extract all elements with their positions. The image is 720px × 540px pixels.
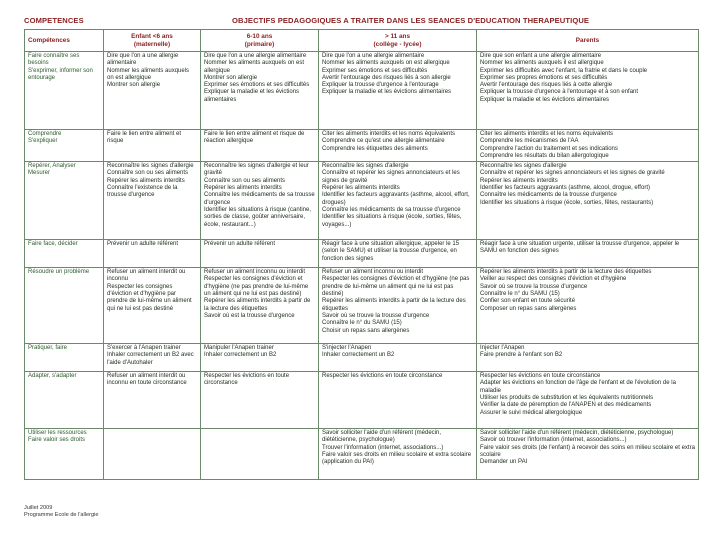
objective-cell: Respecter les évictions en toute circonstance — [319, 372, 477, 429]
competences-heading: COMPETENCES — [24, 16, 84, 25]
objective-cell: Injecter l'Anapen Faire prendre à l'enfant son B2 — [477, 344, 699, 372]
objective-cell: Citer les aliments interdits et les noms équivalents Comprendre les mécanismes de l'AA Comprendre l'action du traitement et ses indications Comprendre les résultats du bilan allergologique — [477, 130, 699, 162]
objective-cell: Réagir face à une situation urgente, utiliser la trousse d'urgence, appeler le SAMU en fonction des signes — [477, 240, 699, 268]
objective-cell: Prévenir un adulte référent — [201, 240, 319, 268]
objective-cell: Refuser un aliment interdit ou inconnu Respecter les consignes d'éviction et d'hygiène par prendre de lui-même un aliment qui ne lui est pas destiné — [104, 268, 201, 344]
table-row-face-decide — [25, 240, 699, 268]
objective-cell: Repérer les aliments interdits à partir de la lecture des étiquettes Veiller au respect des consignes d'éviction et d'hygiène Savoir où se trouve la trousse d'urgence Connaître le n° du SAMU (15) Confier son enfant en toute sécurité Composer un repas sans allergènes — [477, 268, 699, 344]
competence-cell: Résoudre un problème — [25, 268, 104, 344]
objective-cell: Refuser un aliment inconnu ou interdit Respecter les consignes d'éviction et d'hygiène (ne pas prendre de lui-même un aliment qui ne lui est pas destiné) Repérer les aliments interdits à partir de la lecture des étiquettes Savoir où est la trousse d'urgence — [201, 268, 319, 344]
competence-cell: Faire connaître ses besoins S'exprimer, informer son entourage — [25, 52, 104, 130]
competence-cell: Faire face, décider — [25, 240, 104, 268]
competence-cell: Adapter, s'adapter — [25, 372, 104, 429]
objective-cell: Réagir face à une situation allergique, appeler le 15 (selon le SAMU) et utiliser la trousse d'urgence, en fonction des signes — [319, 240, 477, 268]
objective-cell: Dire que son enfant a une allergie alimentaire Nommer les aliments auxquels il est allergique Exprimer les difficultés avec l'enfant, la fratrie et dans le couple Exprimer ses propres émotions et ses difficultés Avertir l'entourage des risques liés à cette allergie Expliquer la trousse d'urgence à l'entourage et à son enfant Expliquer la maladie et les évictions alimentaires — [477, 52, 699, 130]
objective-cell — [104, 429, 201, 480]
objective-cell: Faire le lien entre aliment et risque — [104, 130, 201, 162]
col-header-under-6: Enfant <6 ans (maternelle) — [104, 30, 201, 52]
footer-note: Juillet 2009 Programme Ecole de l'allergie — [24, 505, 99, 518]
objective-cell: Prévenir un adulte référent — [104, 240, 201, 268]
table-row-use-resources — [25, 429, 699, 480]
objective-cell: Refuser un aliment interdit ou inconnu en toute circonstance — [104, 372, 201, 429]
objective-cell: Manipuler l'Anapen trainer Inhaler correctement un B2 — [201, 344, 319, 372]
education-objectives-table — [24, 29, 699, 480]
competence-cell: Utiliser les ressources Faire valoir ses droits — [25, 429, 104, 480]
objective-cell: Reconnaître les signes d'allergie et leur gravité Connaître son ou ses aliments Repérer les aliments interdits Connaître les médicaments de sa trousse d'urgence Identifier les situations à risque (cantine, sorties de classe, goûter anniversaire, école, restaurant...) — [201, 162, 319, 240]
objective-cell: Savoir solliciter l'aide d'un référent (médecin, diététicienne, psychologue) Savoir où trouver l'information (internet, associations...) Faire valoir ses droits (de l'enfant) à recevoir des soins en milieu scolaire et extra scolaire Demander un PAI — [477, 429, 699, 480]
table-row-solve-problem — [25, 268, 699, 344]
objective-cell: Savoir solliciter l'aide d'un référent (médecin, diététicienne, psychologue) Trouver l'information (internet, associations...) Faire valoir ses droits en milieu scolaire et extra scolaire (application du PAI) — [319, 429, 477, 480]
col-header-parents: Parents — [477, 30, 699, 52]
table-row-express-needs — [25, 52, 699, 130]
objective-cell: Reconnaître les signes d'allergie Connaître et repérer les signes annonciateurs et les signes de gravité Repérer les aliments interdits Identifier les facteurs aggravants (asthme, alcool, drogue, effort) Connaître les médicaments de la trousse d'urgence Identifier les situations à risque (école, sorties, fêtes, restaurants) — [477, 162, 699, 240]
objectives-heading: OBJECTIFS PEDAGOGIQUES A TRAITER DANS LES SEANCES D'EDUCATION THERAPEUTIQUE — [232, 16, 590, 25]
competence-cell: Comprendre S'expliquer — [25, 130, 104, 162]
competence-cell: Pratiquer, faire — [25, 344, 104, 372]
table-row-practice — [25, 344, 699, 372]
col-header-over-11: > 11 ans (collège - lycée) — [319, 30, 477, 52]
competence-cell: Repérer, Analyser Mesurer — [25, 162, 104, 240]
objective-cell: Reconnaître les signes d'allergie Connaître et repérer les signes annonciateurs et les signes de gravité Repérer les aliments interdits Identifier les facteurs aggravants (asthme, alcool, effort, drogues) Connaître les médicaments de sa trousse d'urgence Identifier les situations à risque (école, sorties, fêtes, voyages...) — [319, 162, 477, 240]
objective-cell: Citer les aliments interdits et les noms équivalents Comprendre ce qu'est une allergie alimentaire Comprendre les étiquettes des aliments — [319, 130, 477, 162]
objective-cell: Dire que l'on a une allergie alimentaire Nommer les aliments auxquels on est allergique Exprimer ses émotions et ses difficultés Avertir l'entourage des risques liés à son allergie Expliquer la trousse d'urgence à l'entourage Expliquer la maladie et les évictions alimentaires — [319, 52, 477, 130]
table-row-identify-analyze — [25, 162, 699, 240]
objective-cell — [201, 429, 319, 480]
objective-cell: Refuser un aliment inconnu ou interdit Respecter les consignes d'éviction et d'hygiène (ne pas prendre de lui-même un aliment qui ne lui est pas destiné) Repérer les aliments interdits à partir de la lecture des étiquettes Savoir où se trouve la trousse d'urgence Connaître le n° du SAMU (15) Choisir un repas sans allergènes — [319, 268, 477, 344]
col-header-6-10: 6-10 ans (primaire) — [201, 30, 319, 52]
table-row-adapt — [25, 372, 699, 429]
objective-cell: S'exercer à l'Anapen trainer Inhaler correctement un B2 avec l'aide d'Autohaler — [104, 344, 201, 372]
objective-cell: Respecter les évictions en toute circonstance — [201, 372, 319, 429]
objective-cell: Faire le lien entre aliment et risque de réaction allergique — [201, 130, 319, 162]
col-header-competences: Compétences — [25, 30, 104, 52]
table-header-row — [25, 30, 699, 52]
table-row-understand — [25, 130, 699, 162]
objective-cell: Dire que l'on a une allergie alimentaire Nommer les aliments auxquels on est allergique Montrer son allergie — [104, 52, 201, 130]
objective-cell: Respecter les évictions en toute circonstance Adapter les évictions en fonction de l'âge de l'enfant et de l'évolution de la maladie Utiliser les produits de substitution et les équivalents nutritionnels Vérifier la date de péremption de l'ANAPEN et des médicaments Assurer le suivi médical allergologique — [477, 372, 699, 429]
objective-cell: S'injecter l'Anapen Inhaler correctement un B2 — [319, 344, 477, 372]
objective-cell: Dire que l'on a une allergie alimentaire Nommer les aliments auxquels on est allergique Montrer son allergie Exprimer ses émotions et ses difficultés Expliquer la maladie et les évictions alimentaires — [201, 52, 319, 130]
objective-cell: Reconnaître les signes d'allergie Connaître son ou ses aliments Repérer les aliments interdits Connaître l'existence de la trousse d'urgence — [104, 162, 201, 240]
